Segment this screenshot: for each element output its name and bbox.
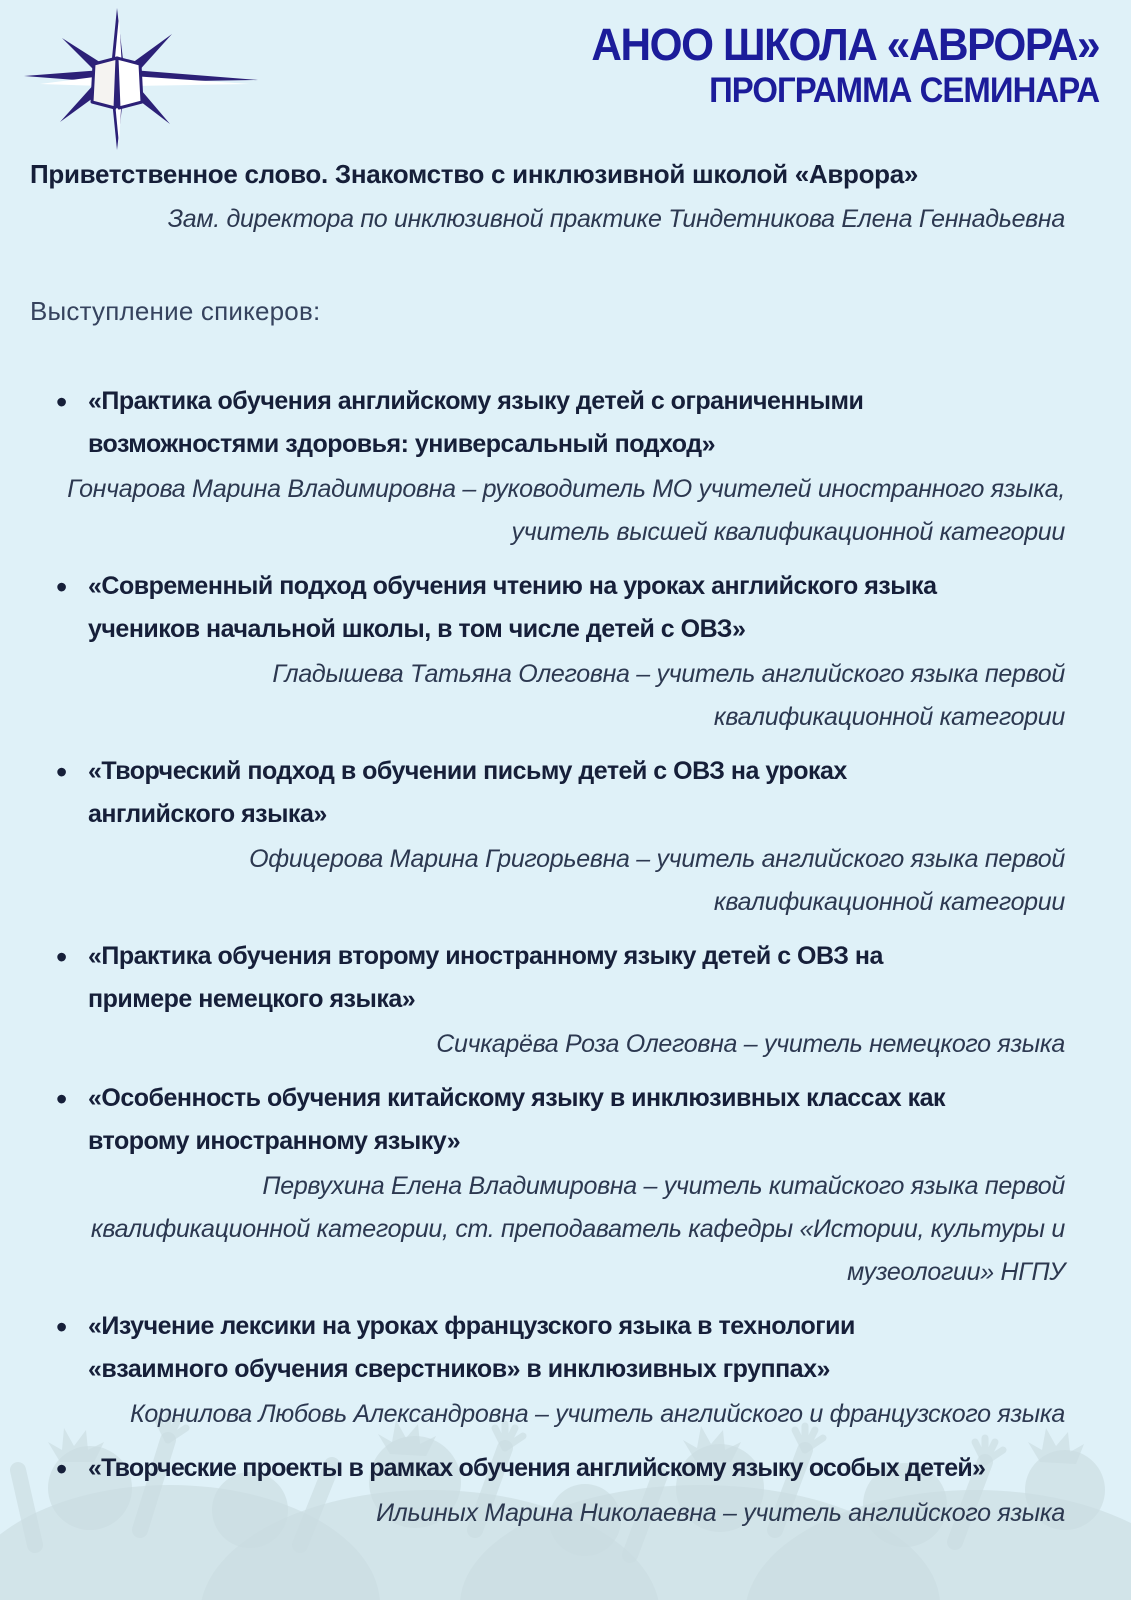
document-header: [0, 0, 1131, 150]
talk-title: «Практика обучения второму иностранному языку детей с ОВЗ на примере немецкого языка»: [88, 942, 883, 1013]
school-title: АНОО ШКОЛА «АВРОРА»: [591, 19, 1099, 70]
talk-speaker: Корнилова Любовь Александровна – учитель английского и французского языка: [130, 1400, 1065, 1428]
talk-speaker: Гладышева Татьяна Олеговна – учитель английского языка первой квалификационной категории: [272, 660, 1065, 731]
bullet-icon: •: [56, 569, 68, 605]
talk-title: «Творческий подход в обучении письму детей с ОВЗ на уроках английского языка»: [88, 757, 847, 828]
speakers-section-heading: Выступление спикеров:: [30, 296, 321, 326]
talk-item: [30, 935, 1065, 1066]
talk-item: [30, 380, 1065, 554]
talk-item: [30, 1077, 1065, 1294]
talk-title: «Практика обучения английскому языку детей с ограниченными возможностями здоровья: универсальный подход»: [88, 387, 864, 458]
welcome-speaker: Зам. директора по инклюзивной практике Тиндетникова Елена Геннадьевна: [167, 205, 1065, 233]
welcome-heading: Приветственное слово. Знакомство с инклюзивной школой «Аврора»: [30, 159, 919, 189]
talk-speaker: Ильиных Марина Николаевна – учитель английского языка: [376, 1499, 1065, 1527]
bullet-icon: •: [56, 1451, 68, 1487]
bullet-icon: •: [56, 384, 68, 420]
bullet-icon: •: [56, 1309, 68, 1345]
talk-speaker: Гончарова Марина Владимировна – руководитель МО учителей иностранного языка, учитель высшей квалификационной категории: [67, 475, 1065, 546]
talk-title: «Современный подход обучения чтению на уроках английского языка учеников начальной школы, в том числе детей с ОВЗ»: [88, 572, 937, 643]
document-title: ПРОГРАММА СЕМИНАРА: [708, 71, 1099, 110]
header-titles: [559, 20, 1099, 110]
talk-title: «Изучение лексики на уроках французского языка в технологии «взаимного обучения сверстников» в инклюзивных группах»: [88, 1312, 855, 1383]
talks-list: [30, 380, 1065, 1535]
talk-title: «Особенность обучения китайскому языку в инклюзивных классах как второму иностранному языку»: [88, 1084, 946, 1155]
program-content: [0, 154, 1131, 1535]
compass-star-open-book-logo-icon: [10, 6, 262, 152]
bullet-icon: •: [56, 939, 68, 975]
talk-item: [30, 1447, 1065, 1535]
talk-title: «Творческие проекты в рамках обучения английскому языку особых детей»: [88, 1454, 986, 1482]
talk-speaker: Первухина Елена Владимировна – учитель китайского языка первой квалификационной категории, ст. преподаватель кафедры «Истории, культуры и музеологии» НГПУ: [90, 1172, 1065, 1286]
talk-speaker: Офицерова Марина Григорьевна – учитель английского языка первой квалификационной категории: [249, 845, 1065, 916]
talk-item: [30, 1305, 1065, 1436]
talk-speaker: Сичкарёва Роза Олеговна – учитель немецкого языка: [436, 1030, 1065, 1058]
talk-item: [30, 565, 1065, 739]
talk-item: [30, 750, 1065, 924]
bullet-icon: •: [56, 754, 68, 790]
bullet-icon: •: [56, 1081, 68, 1117]
